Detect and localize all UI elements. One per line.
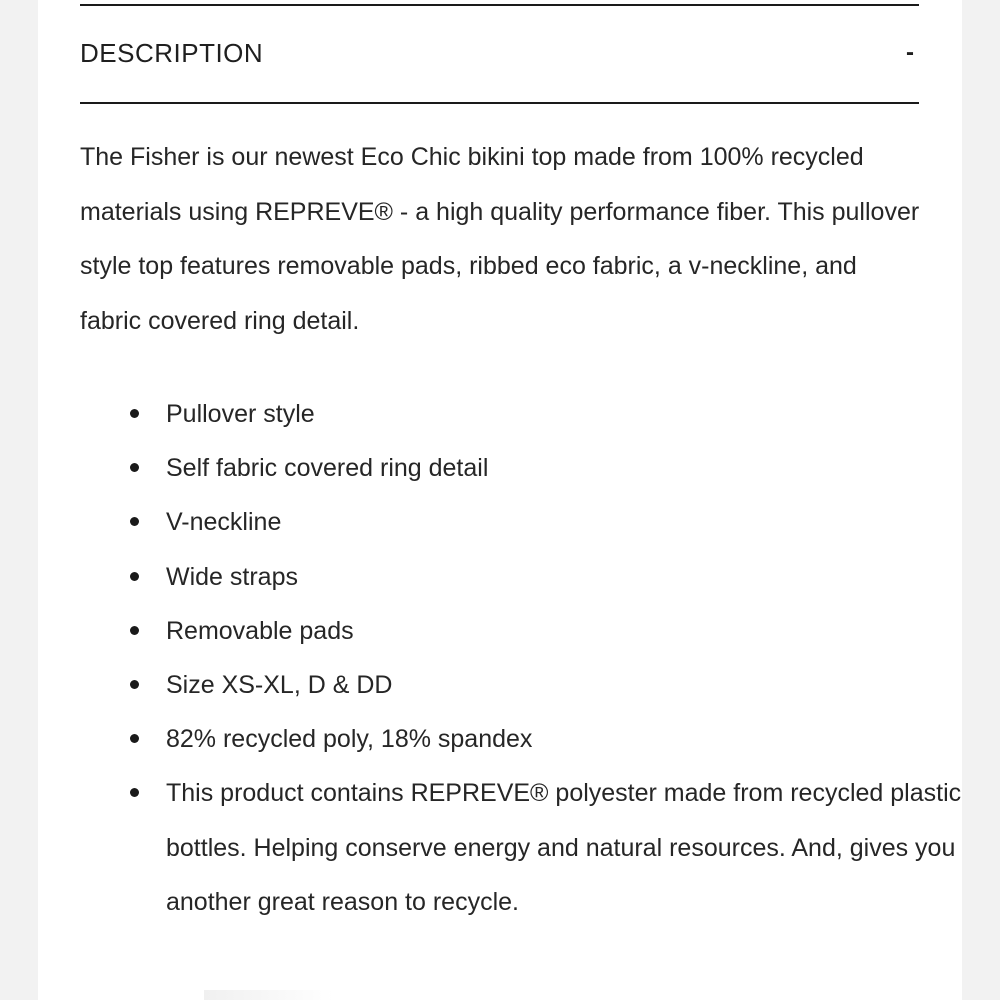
top-divider bbox=[80, 4, 919, 6]
list-item bbox=[166, 658, 962, 712]
feature-text: Removable pads bbox=[166, 616, 354, 645]
list-item bbox=[166, 495, 962, 549]
list-item bbox=[166, 387, 962, 441]
list-item bbox=[166, 766, 962, 929]
description-paragraph: The Fisher is our newest Eco Chic bikini top made from 100% recycled materials using REPREVE® - a high quality performance fiber. This pullover style top features removable pads, ribbed eco fabric, a v-neckline, and fabric covered ring detail. bbox=[80, 143, 920, 335]
feature-text: 82% recycled poly, 18% spandex bbox=[166, 725, 533, 754]
bullet-icon bbox=[130, 626, 139, 635]
list-item bbox=[166, 441, 962, 495]
minus-icon[interactable]: - bbox=[906, 39, 914, 66]
feature-list bbox=[80, 387, 962, 929]
feature-text: Self fabric covered ring detail bbox=[166, 454, 489, 483]
description-accordion-header[interactable] bbox=[80, 20, 919, 86]
list-item bbox=[166, 712, 962, 766]
feature-text: This product contains REPREVE® polyester made from recycled plastic bottles. Helping conserve energy and natural resources. And, gives you another great reason to recycle. bbox=[166, 779, 962, 916]
accordion-title: DESCRIPTION bbox=[80, 37, 264, 68]
feature-text: V-neckline bbox=[166, 508, 282, 537]
bullet-icon bbox=[130, 788, 139, 797]
bullet-icon bbox=[130, 517, 139, 526]
bullet-icon bbox=[130, 680, 139, 689]
cut-off-next-line bbox=[204, 990, 334, 1000]
bullet-icon bbox=[130, 409, 139, 418]
feature-text: Size XS-XL, D & DD bbox=[166, 671, 393, 700]
bullet-icon bbox=[130, 463, 139, 472]
feature-text: Pullover style bbox=[166, 400, 315, 428]
product-description-panel bbox=[38, 0, 962, 1000]
feature-text: Wide straps bbox=[166, 562, 298, 591]
list-item bbox=[166, 550, 962, 604]
list-item bbox=[166, 604, 962, 658]
bullet-icon bbox=[130, 572, 139, 581]
header-divider bbox=[80, 102, 919, 104]
bullet-icon bbox=[130, 734, 139, 743]
